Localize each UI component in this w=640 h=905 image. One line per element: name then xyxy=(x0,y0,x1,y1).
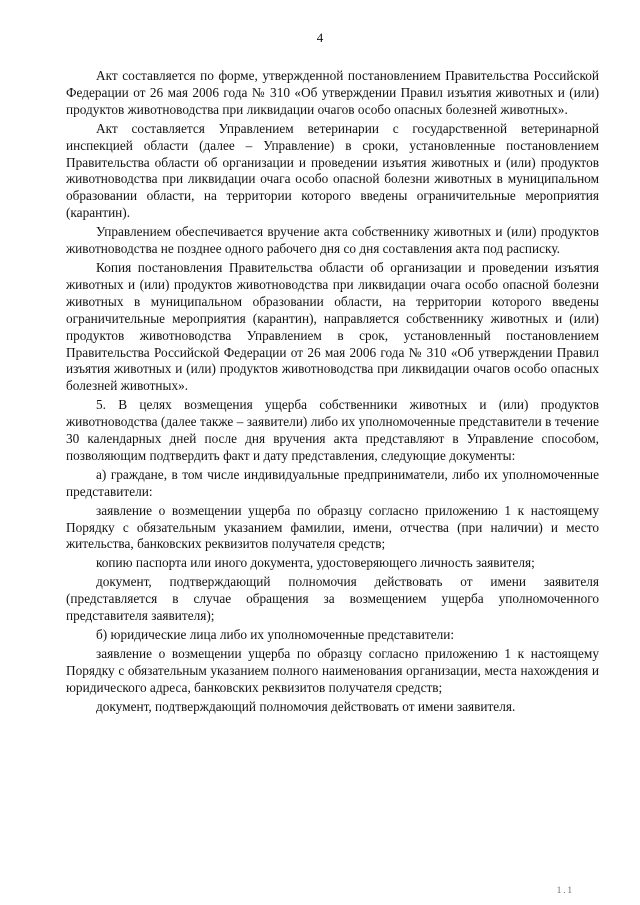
paragraph-resolution-copy: Копия постановления Правительства области об организации и проведении изъятия животных и (или) продуктов животноводства при ликвидации очага особо опасной болезни животных в муниципальном образовании области, на территории которого введены ограничительные мероприятия (карантин), направляется собственнику животных и (или) продуктов животноводства Управлением в срок, установленный постановлением Правительства Российской Федерации от 26 мая 2006 года № 310 «Об утверждении Правил изъятия животных и (или) продуктов животноводства при ликвидации очагов особо опасных болезней животных». xyxy=(66,259,599,394)
paragraph-authority-document-legal: документ, подтверждающий полномочия действовать от имени заявителя. xyxy=(96,698,516,714)
paragraph-application-citizens: заявление о возмещении ущерба по образцу согласно приложению 1 к настоящему Порядку с обязательным указанием фамилии, имени, отчества (при наличии) и место жительства, банковских реквизитов получателя средств; xyxy=(66,502,599,552)
paragraph-subitem-a: а) граждане, в том числе индивидуальные предприниматели, либо их уполномоченные представители: xyxy=(66,466,599,499)
paragraph-authority-document-citizens: документ, подтверждающий полномочия действовать от имени заявителя (представляется в случае обращения за возмещением ущерба уполномоченного представителя заявителя); xyxy=(66,574,599,624)
paragraph-act-delivery: Управлением обеспечивается вручение акта собственнику животных и (или) продуктов животноводства не позднее одного рабочего дня со дня составления акта под расписку. xyxy=(66,224,599,257)
page-number: 4 xyxy=(316,30,324,45)
paragraph-passport-copy: копию паспорта или иного документа, удостоверяющего личность заявителя; xyxy=(96,555,535,571)
paragraph-subitem-b: б) юридические лица либо их уполномоченные представители: xyxy=(96,627,455,642)
document-body xyxy=(66,68,599,716)
footer-mark: 1.1 xyxy=(556,885,574,895)
paragraph-act-form: Акт составляется по форме, утвержденной постановлением Правительства Российской Федерации от 26 мая 2006 года № 310 «Об утверждении Правил изъятия животных и (или) продуктов животноводства при ликвидации очагов особо опасных болезней животных». xyxy=(66,68,599,117)
paragraph-application-legal-entities: заявление о возмещении ущерба по образцу согласно приложению 1 к настоящему Порядку с обязательным указанием полного наименования организации, места нахождения и юридического адреса, банковских реквизитов получателя средств; xyxy=(66,645,599,695)
paragraph-act-compiled: Акт составляется Управлением ветеринарии с государственной ветеринарной инспекцией области (далее – Управление) в сроки, установленные постановлением Правительства области об организации и проведении изъятия животных и (или) продуктов животноводства при ликвидации очага особо опасной болезни животных в муниципальном образовании области, на территории которого введены ограничительные мероприятия (карантин). xyxy=(66,120,599,221)
paragraph-item-5: 5. В целях возмещения ущерба собственники животных и (или) продуктов животноводства (далее также – заявители) либо их уполномоченные представители в течение 30 календарных дней после дня вручения акта представляют в Управление способом, позволяющим подтвердить факт и дату представления, следующие документы: xyxy=(66,397,599,463)
